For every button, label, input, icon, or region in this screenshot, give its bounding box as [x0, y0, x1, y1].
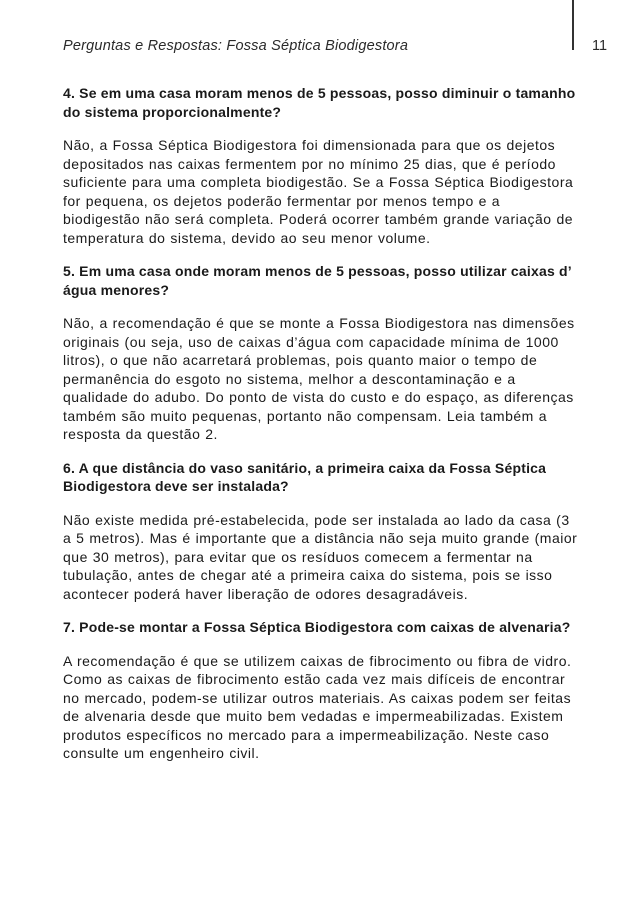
qa-item: [63, 262, 578, 444]
answer-6: Não existe medida pré-estabelecida, pode ser instalada ao lado da casa (3 a 5 metros). Mas é importante que a distância não seja muito grande (maior que 30 metros), para evitar que os resíduos comecem a fermentar na tubulação, antes de chegar até a primeira caixa do sistema, pois se isso acontecer poderá haver liberação de odores desagradáveis.: [63, 511, 578, 602]
question-6: 6. A que distância do vaso sanitário, a primeira caixa da Fossa Séptica Biodigestora deve ser instalada?: [63, 459, 547, 494]
qa-item: [63, 459, 578, 604]
qa-item: [63, 618, 578, 763]
question-5: 5. Em uma casa onde moram menos de 5 pessoas, posso utilizar caixas d’ água menores?: [63, 263, 572, 298]
question-7: 7. Pode-se montar a Fossa Séptica Biodigestora com caixas de alvenaria?: [63, 619, 571, 635]
header-divider: [572, 0, 574, 50]
page-number: 11: [592, 38, 608, 54]
question-4: 4. Se em uma casa moram menos de 5 pessoas, posso diminuir o tamanho do sistema proporcionalmente?: [63, 85, 576, 120]
answer-7: A recomendação é que se utilizem caixas de fibrocimento ou fibra de vidro. Como as caixas de fibrocimento estão cada vez mais difíceis de encontrar no mercado, podem-se utilizar outros materiais. As caixas podem ser feitas de alvenaria desde que muito bem vedadas e impermeabilizadas. Existem produtos específicos no mercado para a impermeabilização. Neste caso consulte um engenheiro civil.: [63, 652, 572, 761]
document-body: [63, 84, 578, 778]
answer-4: Não, a Fossa Séptica Biodigestora foi dimensionada para que os dejetos depositados nas caixas fermentem por no mínimo 25 dias, que é período suficiente para uma completa biodigestão. Se a Fossa Séptica Biodigestora for pequena, os dejetos poderão fermentar por menos tempo e a biodigestão não será completa. Poderá ocorrer também grande variação de temperatura do sistema, devido ao seu menor volume.: [63, 137, 574, 246]
running-header-title: Perguntas e Respostas: Fossa Séptica Biodigestora: [63, 38, 409, 54]
qa-item: [63, 84, 578, 247]
answer-5: Não, a recomendação é que se monte a Fossa Biodigestora nas dimensões originais (ou seja, uso de caixas d’água com capacidade mínima de 1000 litros), o que não acarretará problemas, pois quanto maior o tempo de permanência do esgoto no sistema, melhor a descontaminação e a qualidade do adubo. Do ponto de vista do custo e do espaço, as diferenças também são muito pequenas, portanto não compensam. Leia também a resposta da questão 2.: [63, 315, 575, 442]
